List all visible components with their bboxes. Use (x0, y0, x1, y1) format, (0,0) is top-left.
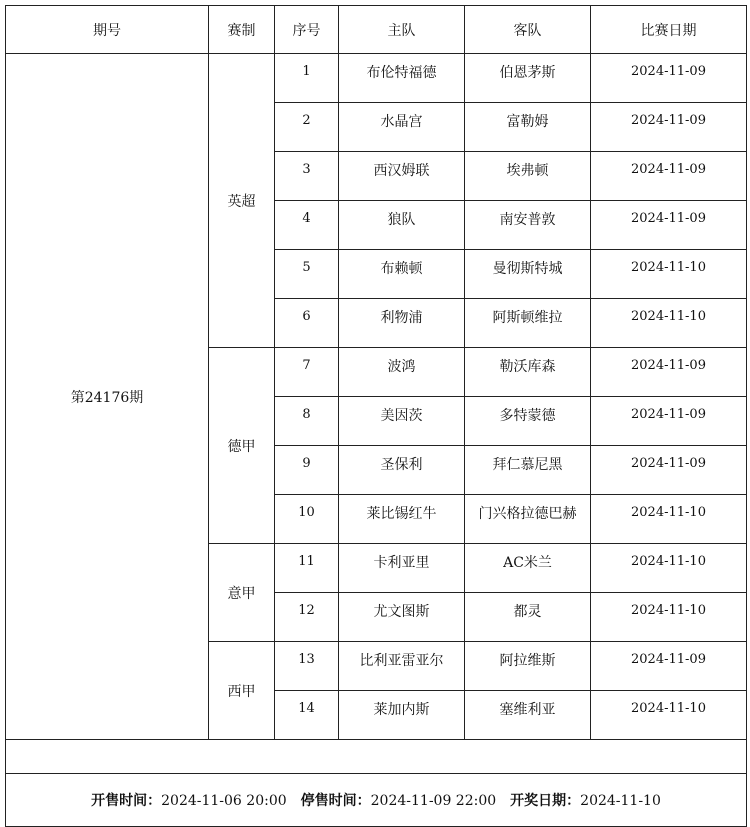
blank-cell (6, 740, 747, 774)
home-team-cell: 狼队 (339, 201, 465, 250)
sale-start-label: 开售时间： (91, 793, 162, 809)
date-cell: 2024-11-09 (591, 103, 747, 152)
seq-cell: 14 (275, 691, 339, 740)
period-cell: 第24176期 (6, 54, 209, 740)
seq-cell: 3 (275, 152, 339, 201)
sale-stop-value: 2024-11-09 22:00 (370, 793, 497, 809)
away-team-cell: 富勒姆 (465, 103, 591, 152)
draw-date-value: 2024-11-10 (580, 793, 661, 809)
date-cell: 2024-11-09 (591, 397, 747, 446)
date-cell: 2024-11-09 (591, 201, 747, 250)
home-team-cell: 美因茨 (339, 397, 465, 446)
home-team-cell: 莱加内斯 (339, 691, 465, 740)
fixtures-table (5, 5, 747, 827)
seq-cell: 12 (275, 593, 339, 642)
home-team-cell: 利物浦 (339, 299, 465, 348)
away-team-cell: 拜仁慕尼黑 (465, 446, 591, 495)
away-team-cell: 阿斯顿维拉 (465, 299, 591, 348)
away-team-cell: 南安普敦 (465, 201, 591, 250)
sale-start-value: 2024-11-06 20:00 (161, 793, 287, 809)
seq-cell: 6 (275, 299, 339, 348)
league-cell: 意甲 (209, 544, 275, 642)
footer-row (6, 774, 747, 827)
home-team-cell: 布伦特福德 (339, 54, 465, 103)
table-row (6, 54, 747, 103)
home-team-cell: 卡利亚里 (339, 544, 465, 593)
date-cell: 2024-11-09 (591, 446, 747, 495)
away-team-cell: AC米兰 (465, 544, 591, 593)
seq-cell: 5 (275, 250, 339, 299)
home-team-cell: 莱比锡红牛 (339, 495, 465, 544)
home-team-cell: 水晶宫 (339, 103, 465, 152)
league-cell: 西甲 (209, 642, 275, 740)
date-cell: 2024-11-10 (591, 691, 747, 740)
away-team-cell: 勒沃库森 (465, 348, 591, 397)
seq-cell: 1 (275, 54, 339, 103)
header-row (6, 6, 747, 54)
date-cell: 2024-11-10 (591, 250, 747, 299)
home-team-cell: 西汉姆联 (339, 152, 465, 201)
header-away: 客队 (465, 6, 591, 54)
league-cell: 德甲 (209, 348, 275, 544)
date-cell: 2024-11-09 (591, 642, 747, 691)
blank-row (6, 740, 747, 774)
away-team-cell: 阿拉维斯 (465, 642, 591, 691)
date-cell: 2024-11-09 (591, 348, 747, 397)
home-team-cell: 比利亚雷亚尔 (339, 642, 465, 691)
header-home: 主队 (339, 6, 465, 54)
sale-info-line (6, 790, 746, 810)
header-seq: 序号 (275, 6, 339, 54)
header-period: 期号 (6, 6, 209, 54)
away-team-cell: 埃弗顿 (465, 152, 591, 201)
header-league: 赛制 (209, 6, 275, 54)
seq-cell: 11 (275, 544, 339, 593)
home-team-cell: 圣保利 (339, 446, 465, 495)
date-cell: 2024-11-09 (591, 54, 747, 103)
header-date: 比赛日期 (591, 6, 747, 54)
sale-stop-label: 停售时间： (300, 793, 371, 809)
away-team-cell: 门兴格拉德巴赫 (465, 495, 591, 544)
seq-cell: 10 (275, 495, 339, 544)
away-team-cell: 曼彻斯特城 (465, 250, 591, 299)
seq-cell: 8 (275, 397, 339, 446)
footer-cell (6, 774, 747, 827)
home-team-cell: 波鸿 (339, 348, 465, 397)
date-cell: 2024-11-09 (591, 152, 747, 201)
away-team-cell: 都灵 (465, 593, 591, 642)
home-team-cell: 尤文图斯 (339, 593, 465, 642)
away-team-cell: 多特蒙德 (465, 397, 591, 446)
date-cell: 2024-11-10 (591, 299, 747, 348)
league-cell: 英超 (209, 54, 275, 348)
date-cell: 2024-11-10 (591, 544, 747, 593)
seq-cell: 9 (275, 446, 339, 495)
seq-cell: 2 (275, 103, 339, 152)
seq-cell: 7 (275, 348, 339, 397)
home-team-cell: 布赖顿 (339, 250, 465, 299)
date-cell: 2024-11-10 (591, 495, 747, 544)
seq-cell: 13 (275, 642, 339, 691)
date-cell: 2024-11-10 (591, 593, 747, 642)
draw-date-label: 开奖日期： (510, 793, 581, 809)
away-team-cell: 塞维利亚 (465, 691, 591, 740)
seq-cell: 4 (275, 201, 339, 250)
away-team-cell: 伯恩茅斯 (465, 54, 591, 103)
